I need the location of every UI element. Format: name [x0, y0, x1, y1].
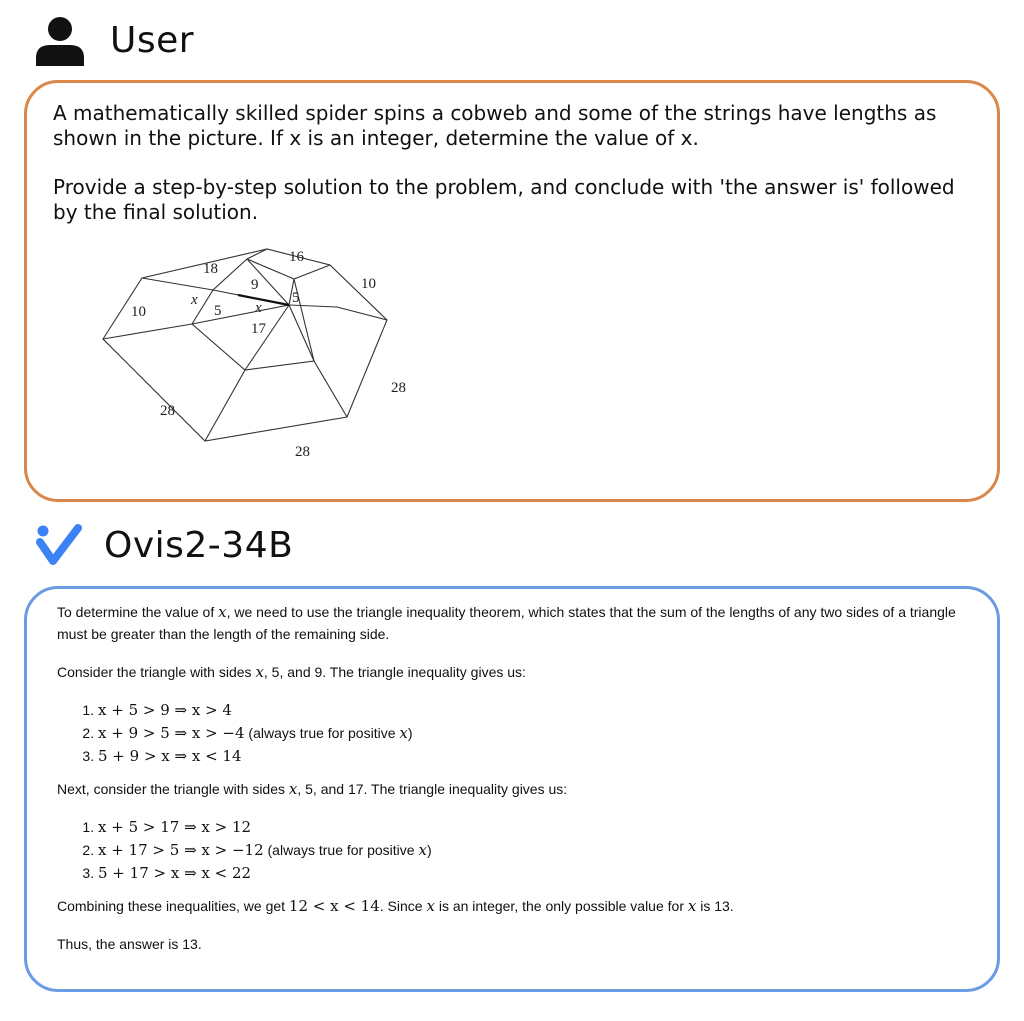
list-item: 1. x + 5 > 9 ⇒ x > 4	[98, 699, 957, 722]
user-message-bubble	[24, 80, 1000, 502]
label-5-left: 5	[214, 303, 222, 319]
label-x-outer: x	[191, 292, 198, 308]
user-icon	[34, 14, 86, 66]
triangle-1-intro: Consider the triangle with sides x, 5, and 9. The triangle inequality gives us:	[57, 663, 526, 681]
label-18: 18	[203, 261, 218, 277]
label-5-right: 5	[292, 290, 300, 306]
label-28-right: 28	[391, 380, 406, 396]
inequality-list-2	[57, 816, 957, 885]
ovis-logo-icon	[36, 522, 82, 568]
list-item: 2. x + 9 > 5 ⇒ x > −4 (always true for positive x)	[98, 722, 957, 745]
model-response-bubble	[24, 586, 1000, 992]
label-9: 9	[251, 277, 259, 293]
model-name: Ovis2-34B	[104, 524, 294, 566]
list-item: 3. 5 + 9 > x ⇒ x < 14	[98, 745, 957, 768]
user-header	[34, 12, 194, 68]
user-name: User	[110, 19, 195, 61]
label-10-left: 10	[131, 304, 146, 320]
list-item: 3. 5 + 17 > x ⇒ x < 22	[98, 862, 957, 885]
label-28-left: 28	[160, 403, 175, 419]
label-28-bottom: 28	[295, 444, 310, 460]
list-item: 1. x + 5 > 17 ⇒ x > 12	[98, 816, 957, 839]
cobweb-figure	[99, 233, 419, 460]
list-item: 2. x + 17 > 5 ⇒ x > −12 (always true for positive x)	[98, 839, 957, 862]
label-16: 16	[289, 249, 304, 265]
model-header	[36, 518, 293, 572]
triangle-2-intro: Next, consider the triangle with sides x, 5, and 17. The triangle inequality gives us:	[57, 780, 568, 798]
combine-text: Combining these inequalities, we get 12 < x < 14. Since x is an integer, the only possible value for x is 13.	[57, 897, 734, 915]
label-x-inner: x	[255, 300, 262, 316]
inequality-list-1	[57, 699, 957, 768]
conclusion-text: Thus, the answer is 13.	[57, 936, 202, 952]
response-intro: To determine the value of x, we need to use the triangle inequality theorem, which states that the sum of the lengths of any two sides of a triangle must be greater than the length of the remaining side.	[57, 603, 956, 642]
question-text: A mathematically skilled spider spins a cobweb and some of the strings have lengths as shown in the picture. If x is an integer, determine the value of x.	[53, 101, 937, 150]
instruction-text: Provide a step-by-step solution to the problem, and conclude with 'the answer is' followed by the final solution.	[53, 175, 955, 224]
label-17: 17	[251, 321, 266, 337]
label-10-right: 10	[361, 276, 376, 292]
